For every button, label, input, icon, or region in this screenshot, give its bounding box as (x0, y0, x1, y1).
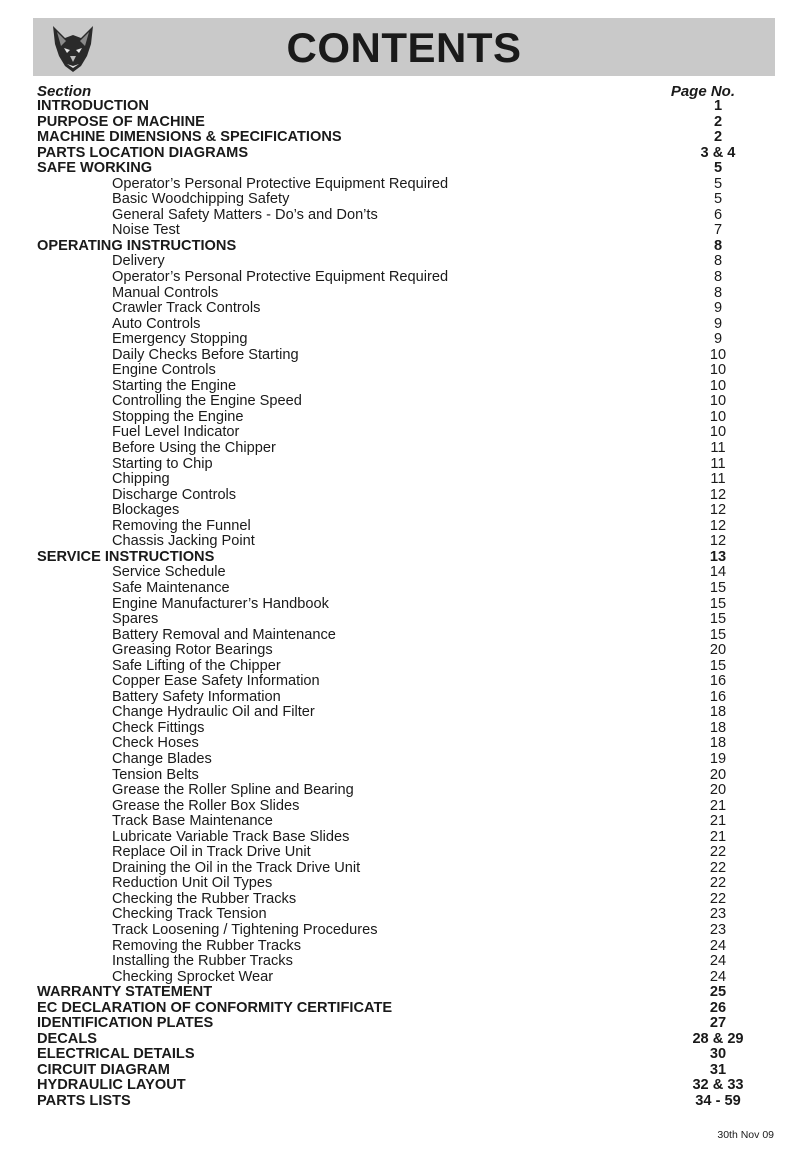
toc-subsection-row (37, 659, 737, 675)
toc-subsection-row (37, 472, 737, 488)
toc-entry-page: 10 (709, 346, 727, 363)
toc-entry-page: 2 (713, 113, 723, 130)
toc-section-row (37, 130, 737, 146)
toc-entry-title: Controlling the Engine Speed (112, 393, 302, 410)
toc-subsection-row (37, 270, 737, 286)
toc-subsection-row (37, 892, 737, 908)
toc-entry-page: 18 (709, 704, 727, 721)
toc-entry-page: 8 (713, 269, 723, 286)
toc-entry-title: Operator’s Personal Protective Equipment Required (112, 269, 449, 286)
toc-entry-page: 18 (709, 735, 727, 752)
toc-entry-title: Tension Belts (112, 766, 199, 783)
toc-entry-title: Checking the Rubber Tracks (112, 890, 297, 907)
toc-entry-title: Discharge Controls (112, 486, 237, 503)
toc-entry-title: Noise Test (112, 222, 180, 239)
toc-entry-page: 3 & 4 (700, 144, 736, 161)
toc-subsection-row (37, 192, 737, 208)
toc-entry-title: CIRCUIT DIAGRAM (37, 1061, 170, 1078)
toc-entry-title: Manual Controls (112, 284, 219, 301)
toc-entry-page: 9 (713, 331, 723, 348)
toc-entry-page: 24 (709, 953, 727, 970)
toc-entry-title: Safe Lifting of the Chipper (112, 657, 281, 674)
toc-entry-page: 12 (709, 533, 727, 550)
toc-entry-page: 11 (710, 455, 726, 472)
toc-subsection-row (37, 705, 737, 721)
toc-entry-page: 28 & 29 (692, 1030, 744, 1047)
toc-subsection-row (37, 503, 737, 519)
toc-subsection-row (37, 597, 737, 613)
toc-entry-title: Auto Controls (112, 315, 201, 332)
toc-entry-title: IDENTIFICATION PLATES (37, 1015, 214, 1032)
toc-entry-title: EC DECLARATION OF CONFORMITY CERTIFICATE (37, 999, 393, 1016)
toc-subsection-row (37, 845, 737, 861)
toc-entry-title: Change Blades (112, 750, 212, 767)
toc-entry-page: 1 (713, 98, 723, 114)
page-header (33, 18, 775, 76)
toc-entry-title: PURPOSE OF MACHINE (37, 113, 205, 130)
toc-entry-page: 23 (709, 906, 727, 923)
toc-entry-page: 19 (709, 750, 727, 767)
toc-entry-page: 21 (709, 797, 727, 814)
toc-section-row (37, 550, 737, 566)
toc-entry-title: Stopping the Engine (112, 408, 244, 425)
toc-subsection-row (37, 425, 737, 441)
toc-entry-title: Operator’s Personal Protective Equipment Required (112, 175, 449, 192)
toc-section-row (37, 985, 737, 1001)
toc-subsection-row (37, 394, 737, 410)
toc-entry-title: Basic Woodchipping Safety (112, 191, 290, 208)
toc-subsection-row (37, 534, 737, 550)
toc-entry-title: Battery Removal and Maintenance (112, 626, 336, 643)
toc-subsection-row (37, 208, 737, 224)
toc-subsection-row (37, 954, 737, 970)
toc-section-row (37, 1093, 741, 1110)
toc-entry-title: Engine Controls (112, 362, 216, 379)
toc-entry-title: Crawler Track Controls (112, 300, 261, 317)
toc-entry-page: 10 (709, 408, 727, 425)
toc-entry-page: 12 (709, 517, 727, 534)
toc-entry-title: Grease the Roller Spline and Bearing (112, 782, 354, 799)
toc-section-row (37, 1001, 737, 1017)
toc-entry-title: INTRODUCTION (37, 98, 149, 114)
toc-entry-page: 15 (709, 657, 727, 674)
toc-subsection-row (37, 970, 737, 986)
toc-entry-title: Lubricate Variable Track Base Slides (112, 828, 350, 845)
toc-entry-page: 21 (709, 828, 727, 845)
toc-entry-title: PARTS LISTS (37, 1093, 131, 1109)
toc-subsection-row (37, 363, 737, 379)
toc-subsection-row (37, 581, 737, 597)
toc-entry-page: 7 (713, 222, 723, 239)
toc-entry-title: Removing the Funnel (112, 517, 251, 534)
toc-entry-title: MACHINE DIMENSIONS & SPECIFICATIONS (37, 129, 342, 146)
toc-entry-title: Emergency Stopping (112, 331, 248, 348)
toc-entry-page: 13 (709, 548, 727, 565)
toc-entry-title: Track Loosening / Tightening Procedures (112, 921, 378, 938)
toc-entry-page: 10 (709, 393, 727, 410)
toc-entry-title: Check Fittings (112, 719, 205, 736)
toc-entry-title: Engine Manufacturer’s Handbook (112, 595, 329, 612)
toc-section-row (37, 1047, 737, 1063)
toc-subsection-row (37, 332, 737, 348)
table-of-contents (37, 98, 744, 1110)
toc-entry-title: DECALS (37, 1030, 97, 1047)
toc-subsection-row (37, 736, 737, 752)
toc-entry-page: 11 (710, 471, 726, 488)
toc-entry-title: Reduction Unit Oil Types (112, 875, 273, 892)
toc-entry-page: 16 (709, 673, 727, 690)
toc-entry-page: 24 (709, 968, 727, 985)
page-title: CONTENTS (286, 24, 522, 71)
toc-subsection-row (37, 628, 737, 644)
toc-entry-page: 5 (713, 175, 723, 192)
toc-entry-title: Starting the Engine (112, 377, 237, 394)
toc-entry-title: HYDRAULIC LAYOUT (37, 1077, 186, 1094)
toc-entry-page: 12 (709, 486, 727, 503)
toc-entry-title: Service Schedule (112, 564, 226, 581)
section-column-label: Section (37, 83, 92, 100)
toc-entry-page: 25 (709, 984, 727, 1001)
toc-entry-title: Chipping (112, 471, 170, 488)
toc-subsection-row (37, 301, 737, 317)
toc-entry-title: Blockages (112, 502, 180, 519)
toc-entry-page: 34 - 59 (695, 1093, 741, 1109)
toc-subsection-row (37, 348, 737, 364)
toc-entry-page: 5 (713, 191, 723, 208)
toc-entry-page: 6 (713, 206, 723, 223)
toc-entry-title: Chassis Jacking Point (112, 533, 255, 550)
toc-entry-page: 15 (709, 626, 727, 643)
toc-entry-title: Checking Sprocket Wear (112, 968, 274, 985)
toc-entry-page: 22 (709, 875, 727, 892)
toc-subsection-row (37, 923, 737, 939)
toc-subsection-row (37, 861, 737, 877)
toc-entry-page: 21 (709, 813, 727, 830)
toc-entry-page: 10 (709, 377, 727, 394)
toc-entry-page: 11 (710, 440, 726, 457)
toc-entry-page: 20 (709, 782, 727, 799)
toc-subsection-row (37, 876, 737, 892)
toc-entry-title: SERVICE INSTRUCTIONS (37, 548, 215, 565)
toc-entry-page: 18 (709, 719, 727, 736)
toc-entry-title: Battery Safety Information (112, 688, 281, 705)
toc-entry-page: 12 (709, 502, 727, 519)
toc-subsection-row (37, 379, 737, 395)
toc-entry-title: Installing the Rubber Tracks (112, 953, 293, 970)
toc-subsection-row (37, 783, 737, 799)
footer-date: 30th Nov 09 (717, 1129, 774, 1141)
toc-subsection-row (37, 410, 737, 426)
toc-entry-page: 10 (709, 362, 727, 379)
toc-entry-page: 20 (709, 642, 727, 659)
page-column-label: Page No. (670, 83, 735, 100)
toc-subsection-row (37, 457, 737, 473)
toc-subsection-row (37, 768, 737, 784)
toc-entry-page: 8 (713, 237, 723, 254)
toc-entry-page: 10 (709, 424, 727, 441)
toc-section-row (37, 1077, 744, 1094)
toc-entry-page: 22 (709, 844, 727, 861)
toc-subsection-row (37, 286, 737, 302)
toc-entry-title: Greasing Rotor Bearings (112, 642, 273, 659)
toc-entry-title: Safe Maintenance (112, 579, 230, 596)
toc-subsection-row (37, 519, 737, 535)
toc-subsection-row (37, 441, 737, 457)
toc-entry-title: Change Hydraulic Oil and Filter (112, 704, 315, 721)
toc-entry-page: 15 (709, 611, 727, 628)
toc-subsection-row (37, 317, 737, 333)
toc-entry-title: Grease the Roller Box Slides (112, 797, 300, 814)
toc-subsection-row (37, 612, 737, 628)
toc-section-row (37, 1030, 744, 1048)
toc-entry-page: 2 (713, 129, 723, 146)
toc-section-row (37, 1016, 737, 1032)
toc-entry-title: Copper Ease Safety Information (112, 673, 320, 690)
toc-entry-title: Check Hoses (112, 735, 199, 752)
toc-entry-page: 9 (713, 315, 723, 332)
toc-entry-page: 22 (709, 890, 727, 907)
toc-subsection-row (37, 939, 737, 955)
toc-entry-title: Delivery (112, 253, 165, 270)
toc-entry-page: 15 (709, 595, 727, 612)
toc-entry-title: Draining the Oil in the Track Drive Unit (112, 859, 361, 876)
toc-section-row (37, 161, 737, 177)
toc-subsection-row (37, 674, 737, 690)
toc-entry-title: OPERATING INSTRUCTIONS (37, 237, 237, 254)
toc-entry-page: 5 (713, 160, 723, 177)
toc-section-row (37, 146, 737, 162)
toc-subsection-row (37, 907, 737, 923)
toc-entry-title: Spares (112, 611, 159, 628)
toc-entry-page: 23 (709, 921, 727, 938)
toc-section-row (37, 239, 737, 255)
toc-subsection-row (37, 643, 737, 659)
toc-entry-title: Daily Checks Before Starting (112, 346, 299, 363)
toc-entry-title: Before Using the Chipper (112, 440, 276, 457)
toc-section-row (37, 99, 737, 115)
toc-entry-page: 22 (709, 859, 727, 876)
toc-entry-title: Starting to Chip (112, 455, 213, 472)
toc-entry-page: 16 (709, 688, 727, 705)
toc-entry-title: Fuel Level Indicator (112, 424, 240, 441)
toc-entry-title: Removing the Rubber Tracks (112, 937, 301, 954)
toc-entry-title: General Safety Matters - Do’s and Don’ts (112, 206, 378, 223)
toc-entry-page: 20 (709, 766, 727, 783)
toc-entry-page: 32 & 33 (692, 1077, 744, 1094)
toc-entry-title: PARTS LOCATION DIAGRAMS (37, 144, 249, 161)
toc-subsection-row (37, 752, 737, 768)
toc-subsection-row (37, 690, 737, 706)
toc-subsection-row (37, 223, 737, 239)
toc-entry-title: ELECTRICAL DETAILS (37, 1046, 195, 1063)
toc-subsection-row (37, 799, 737, 815)
toc-entry-page: 24 (709, 937, 727, 954)
toc-entry-page: 26 (709, 999, 727, 1016)
toc-entry-page: 15 (709, 579, 727, 596)
toc-subsection-row (37, 254, 737, 270)
toc-entry-page: 27 (709, 1015, 727, 1032)
toc-entry-title: SAFE WORKING (37, 160, 153, 177)
toc-entry-title: Track Base Maintenance (112, 813, 273, 830)
toc-entry-page: 8 (713, 253, 723, 270)
toc-entry-title: Replace Oil in Track Drive Unit (112, 844, 311, 861)
toc-subsection-row (37, 565, 737, 581)
toc-subsection-row (37, 830, 737, 846)
toc-subsection-row (37, 488, 737, 504)
toc-subsection-row (37, 177, 737, 193)
toc-entry-title: Checking Track Tension (112, 906, 267, 923)
toc-entry-page: 31 (709, 1061, 727, 1078)
toc-section-row (37, 1063, 737, 1079)
toc-entry-page: 9 (713, 300, 723, 317)
toc-entry-page: 14 (709, 564, 727, 581)
toc-entry-page: 8 (713, 284, 723, 301)
toc-subsection-row (37, 814, 737, 830)
toc-entry-page: 30 (709, 1046, 727, 1063)
toc-subsection-row (37, 721, 737, 737)
toc-entry-title: WARRANTY STATEMENT (37, 984, 213, 1001)
toc-section-row (37, 115, 737, 131)
